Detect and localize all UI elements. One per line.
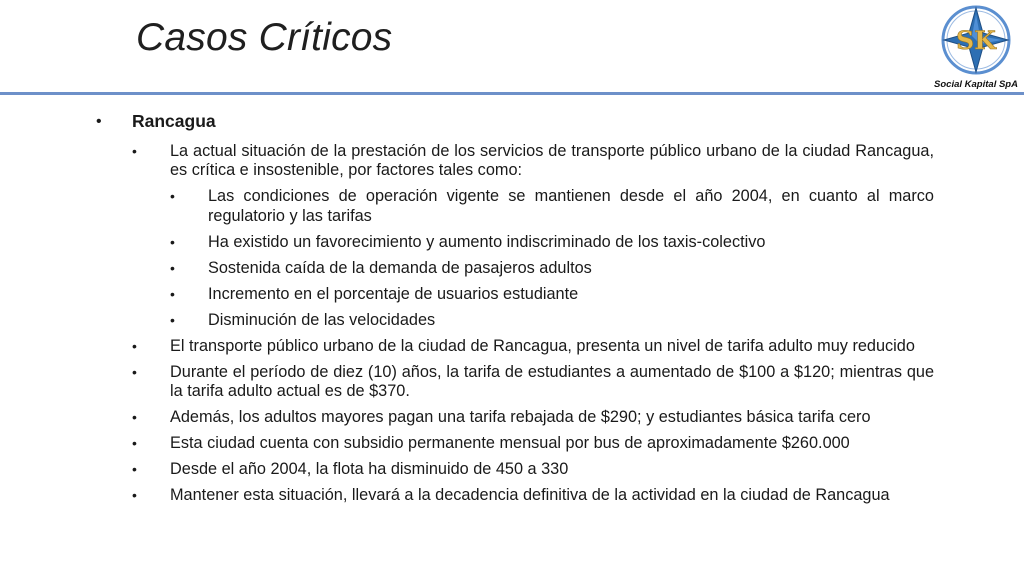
- list-item-text: Disminución de las velocidades: [208, 310, 436, 329]
- sub-list-item: [96, 311, 934, 331]
- bullet-icon: •: [170, 285, 175, 302]
- list-item-text: Incremento en el porcentaje de usuarios estudiante: [208, 284, 579, 303]
- heading-bullet-item: [96, 112, 934, 133]
- bullet-icon: •: [170, 188, 175, 204]
- list-item: [96, 337, 934, 357]
- bullet-icon: •: [132, 363, 137, 380]
- bullet-icon: •: [96, 113, 102, 130]
- list-item: [96, 408, 934, 428]
- list-item-text: Mantener esta situación, llevará a la decadencia definitiva de la actividad en la ciudad de Rancagua: [170, 486, 890, 504]
- list-item-text: Ha existido un favorecimiento y aumento indiscriminado de los taxis-colectivo: [208, 232, 766, 251]
- list-item-text: Sostenida caída de la demanda de pasajeros adultos: [208, 258, 592, 277]
- list-item-text: La actual situación de la prestación de los servicios de transporte público urbano de la ciudad Rancagua, es crítica e insostenible, por factores tales como:: [170, 141, 934, 179]
- list-item-text: El transporte público urbano de la ciudad de Rancagua, presenta un nivel de tarifa adulto muy reducido: [170, 336, 915, 355]
- title-divider: [0, 92, 1024, 95]
- bullet-icon: •: [132, 337, 137, 354]
- bullet-icon: •: [132, 487, 137, 503]
- section-heading: Rancagua: [132, 111, 216, 131]
- bullet-icon: •: [132, 409, 137, 425]
- logo-monogram: SK: [956, 26, 996, 55]
- slide-content: [96, 112, 934, 512]
- sub-list-item: [96, 187, 934, 226]
- bullet-icon: •: [132, 435, 137, 451]
- list-item-text: Durante el período de diez (10) años, la tarifa de estudiantes a aumentado de $100 a $120; mientras que la tarifa adulto actual es de $370.: [170, 362, 934, 400]
- sub-list-item: [96, 285, 934, 305]
- list-item: [96, 460, 934, 480]
- bullet-icon: •: [132, 142, 137, 159]
- compass-star-icon: [940, 4, 1012, 76]
- bullet-icon: •: [170, 311, 175, 328]
- logo-caption: Social Kapital SpA: [934, 79, 1018, 90]
- slide-title: Casos Críticos: [136, 16, 393, 59]
- list-item: [96, 434, 934, 454]
- bullet-icon: •: [132, 461, 137, 477]
- list-item: [96, 142, 934, 181]
- list-item: [96, 486, 934, 506]
- list-item: [96, 363, 934, 402]
- company-logo: [934, 4, 1018, 90]
- sub-list-item: [96, 259, 934, 279]
- list-item-text: Esta ciudad cuenta con subsidio permanente mensual por bus de aproximadamente $260.000: [170, 434, 850, 452]
- bullet-icon: •: [170, 259, 175, 276]
- list-item-text: Las condiciones de operación vigente se mantienen desde el año 2004, en cuanto al marco regulatorio y las tarifas: [208, 187, 934, 225]
- bullet-icon: •: [170, 233, 175, 250]
- list-item-text: Además, los adultos mayores pagan una tarifa rebajada de $290; y estudiantes básica tarifa cero: [170, 408, 871, 426]
- list-item-text: Desde el año 2004, la flota ha disminuido de 450 a 330: [170, 460, 569, 478]
- sub-list-item: [96, 233, 934, 253]
